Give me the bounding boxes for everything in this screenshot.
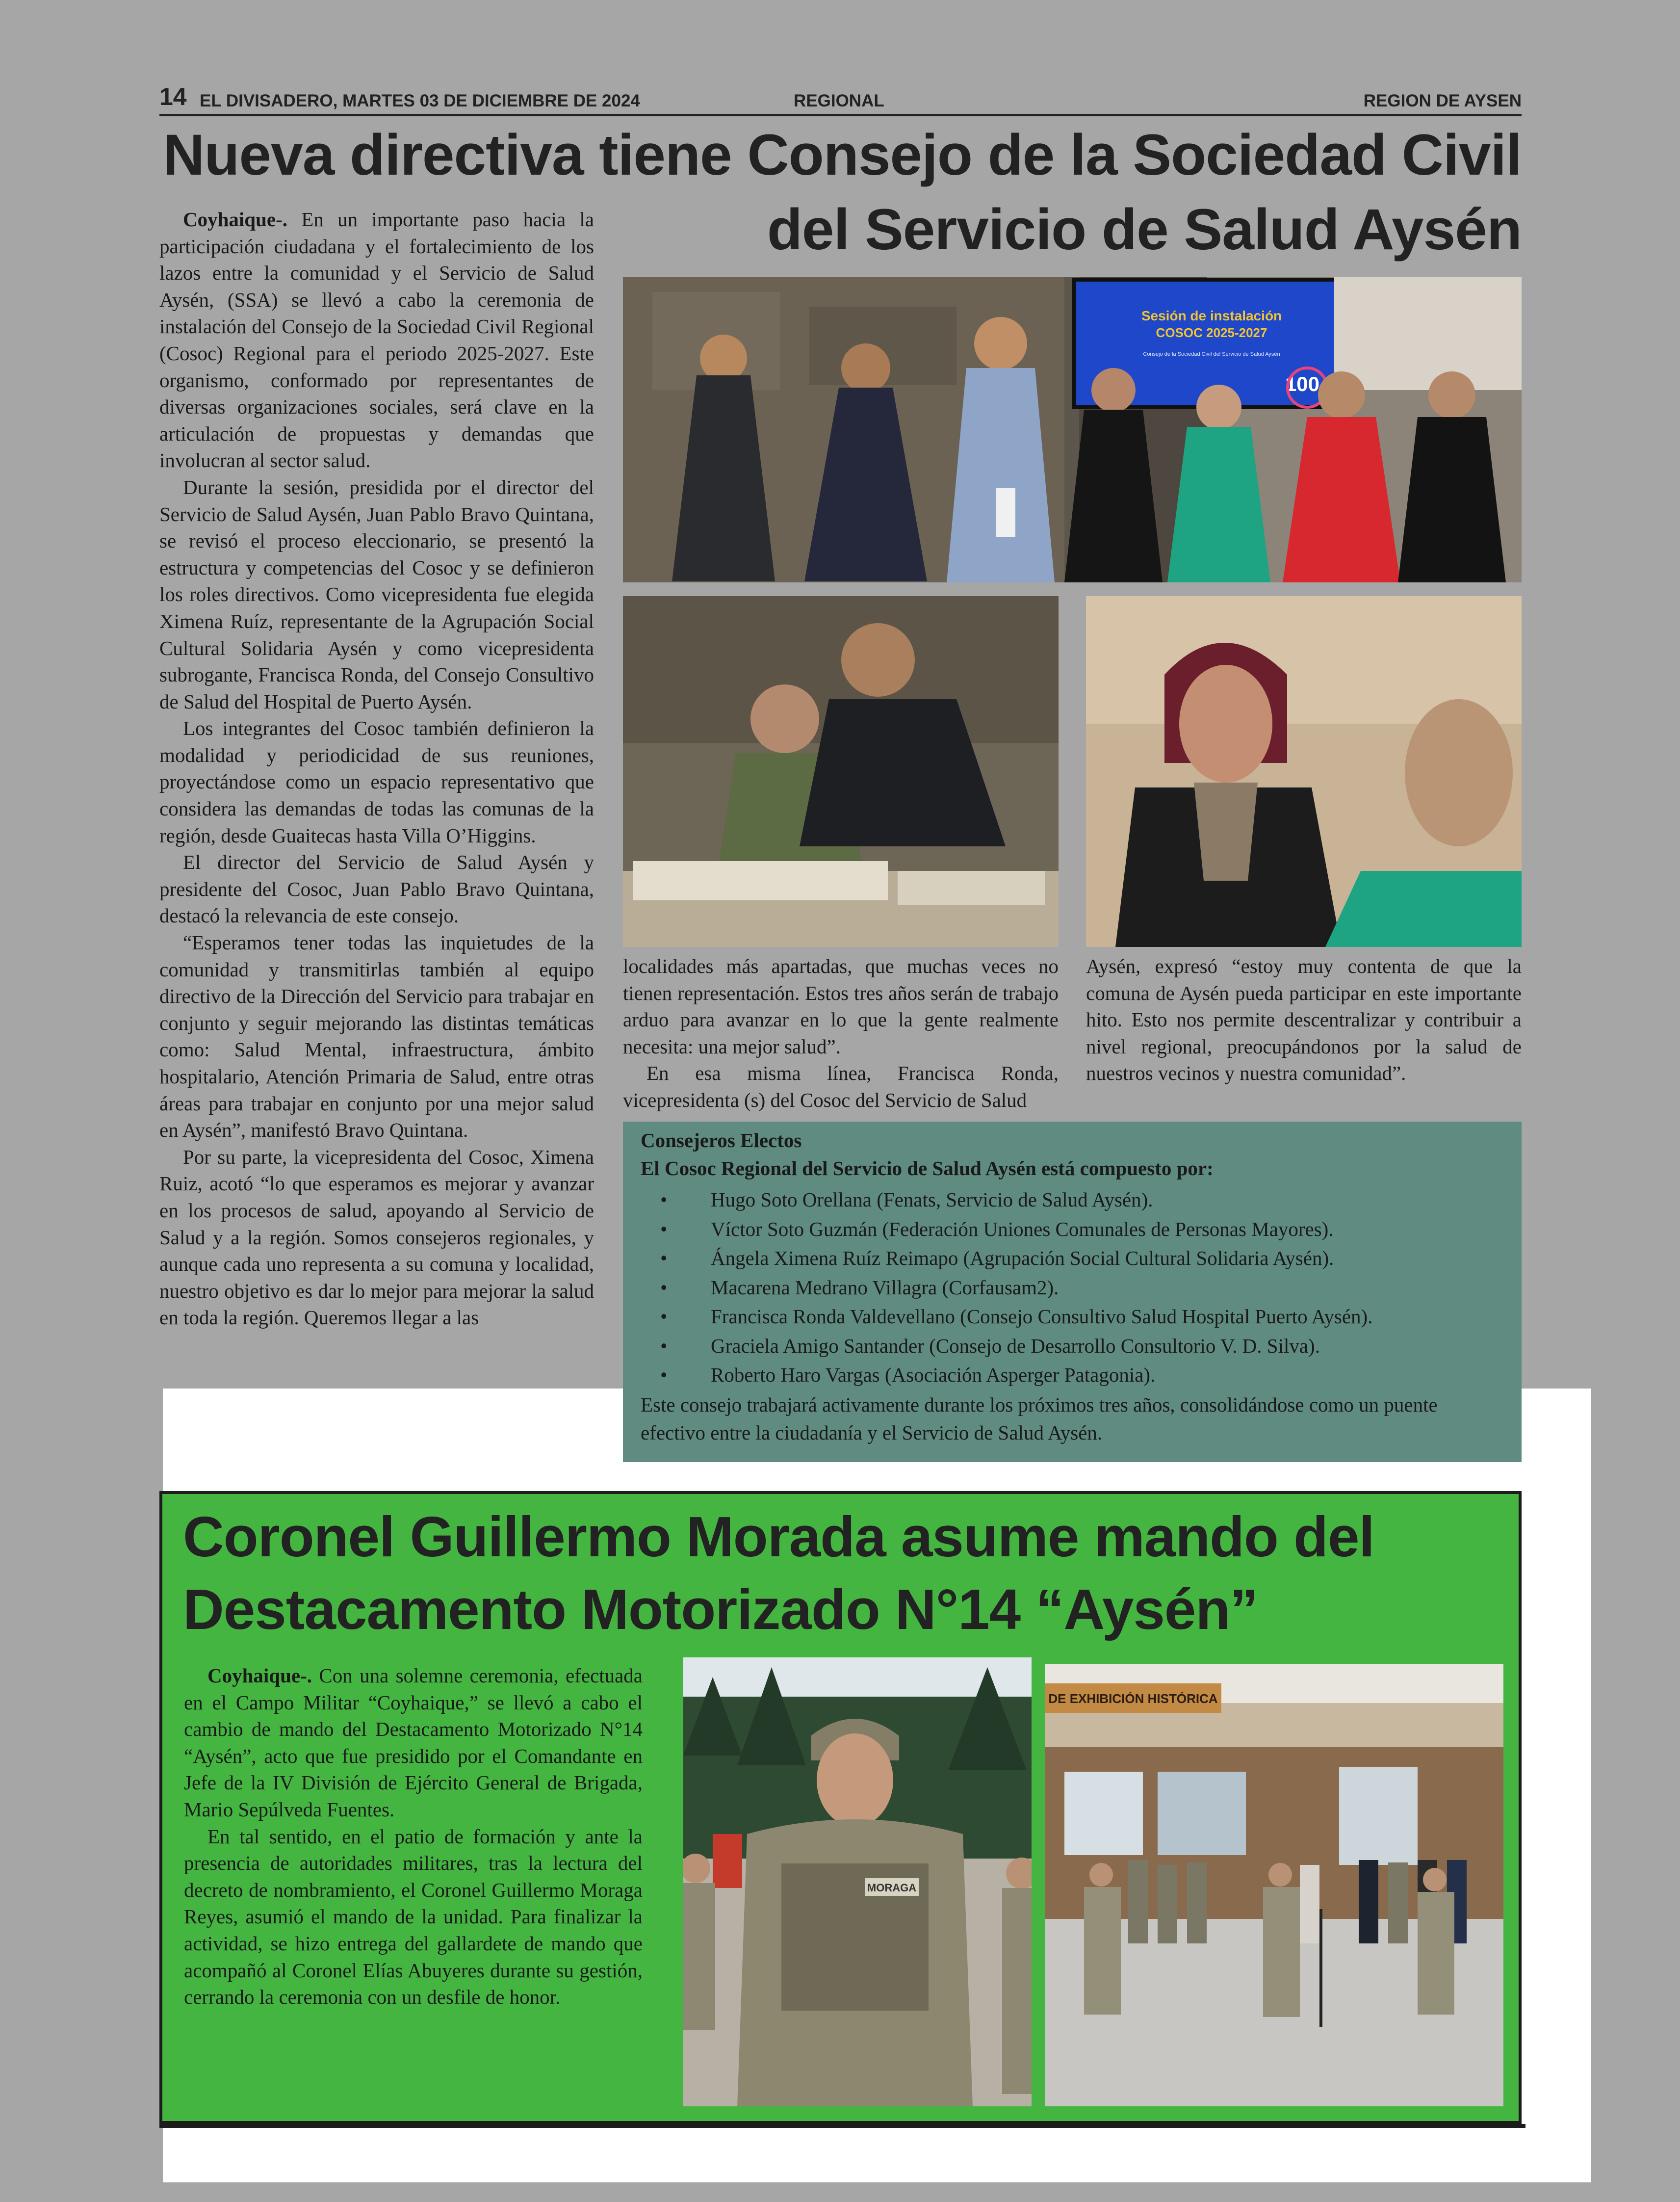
article1-paragraph: Aysén, expresó “estoy muy contenta de que la comuna de Aysén pueda participar en este importante hito. Esto nos permite descentralizar y contribuir a nivel regional, preocupándonos por la salud de nuestros vecinos y nuestra comunidad”. <box>1086 955 1522 1085</box>
list-item: • Víctor Soto Guzmán (Federación Uniones Comunales de Personas Mayores). <box>641 1215 1504 1244</box>
meeting-photo-men <box>623 596 1059 947</box>
box-closing: Este consejo trabajará activamente durante los próximos tres años, consolidándose como un puente efectivo entre la ciudadanía y el Servicio de Salud Aysén. <box>641 1393 1438 1444</box>
publication-date: EL DIVISADERO, MARTES 03 DE DICIEMBRE DE 2024 <box>200 91 640 110</box>
article2-paragraph: Coyhaique-. Con una solemne ceremonia, efectuada en el Campo Militar “Coyhaique,” se llevó a cabo el cambio de mando del Destacamento Motorizado N°14 “Aysén”, acto que fue presidido por el Comandante en Jefe de la IV División de Ejército General de Brigada, Mario Sepúlveda Fuentes. <box>184 1664 643 1821</box>
headline-line-1: Nueva directiva tiene Consejo de la Sociedad Civil <box>163 123 1522 187</box>
article1-paragraph: Los integrantes del Cosoc también definieron la modalidad y periodicidad de sus reuniones, proyectándose como un espacio representativo que considera las demandas de todas las comunas de la región, desde Guaitecas hasta Villa O’Higgins. <box>159 717 594 847</box>
dateline: Coyhaique-. <box>183 208 288 231</box>
article1-paragraph: localidades más apartadas, que muchas veces no tienen representación. Estos tres años serán de trabajo arduo para avanzar en lo que la gente realmente necesita: una mejor salud”. <box>623 955 1059 1058</box>
article1-column-1 <box>159 206 594 1331</box>
article1-column-3 <box>1086 953 1522 1087</box>
article1-paragraph: Por su parte, la vicepresidenta del Cosoc, Ximena Ruiz, acotó “lo que esperamos es mejorar y avanzar en los procesos de salud, apoyando al Servicio de Salud y a la región. Somos consejeros regionales, y aunque cada uno representa a su comuna y localidad, nuestro objetivo es dar lo mejor para mejorar la salud en toda la región. Queremos llegar a las <box>159 1145 594 1329</box>
screen-caption: Consejo de la Sociedad Civil del Servicio de Salud Aysén <box>1143 351 1280 357</box>
list-item: • Hugo Soto Orellana (Fenats, Servicio de Salud Aysén). <box>641 1185 1504 1215</box>
name-tape: MORAGA <box>867 1882 917 1894</box>
article1-column-2 <box>623 953 1059 1114</box>
list-item: • Roberto Haro Vargas (Asociación Asperger Patagonia). <box>641 1361 1504 1390</box>
meeting-photo-woman <box>1086 596 1522 947</box>
screen-badge: 100 <box>1285 372 1320 395</box>
article2-column <box>184 1662 643 2011</box>
screen-title: Sesión de instalación <box>1141 308 1282 323</box>
headline-line-2: Destacamento Motorizado N°14 “Aysén” <box>183 1577 1258 1641</box>
region-label: REGION DE AYSEN <box>1363 91 1522 110</box>
section-label: REGIONAL <box>794 91 884 110</box>
article1-paragraph: En esa misma línea, Francisca Ronda, vicepresidenta (s) del Cosoc del Servicio de Salud <box>623 1062 1059 1111</box>
list-item: • Graciela Amigo Santander (Consejo de Desarrollo Consultorio V. D. Silva). <box>641 1332 1504 1361</box>
formation-photo <box>1045 1664 1503 2106</box>
members-list <box>641 1185 1504 1390</box>
headline-line-2: del Servicio de Salud Aysén <box>767 197 1522 262</box>
page-header <box>159 83 1522 116</box>
article1-paragraph: El director del Servicio de Salud Aysén y presidente del Cosoc, Juan Pablo Bravo Quintana, destacó la relevancia de este consejo. <box>159 851 594 927</box>
article1-paragraph: Durante la sesión, presidida por el director del Servicio de Salud Aysén, Juan Pablo Bravo Quintana, se revisó el proceso eleccionario, se presentó la estructura y competencias del Cosoc y se definieron los roles directivos. Como vicepresidenta fue elegida Ximena Ruíz, representante de la Agrupación Social Cultural Solidaria Aysén y como vicepresidenta subrogante, Francisca Ronda, del Consejo Consultivo de Salud del Hospital de Puerto Aysén. <box>159 475 594 713</box>
soldier-side-right <box>1002 1858 1032 2094</box>
consejeros-box <box>623 1122 1522 1462</box>
exhibition-sign: DE EXHIBICIÓN HISTÓRICA <box>1048 1691 1218 1706</box>
list-item: • Ángela Ximena Ruíz Reimapo (Agrupación Social Cultural Solidaria Aysén). <box>641 1244 1504 1273</box>
list-item: • Macarena Medrano Villagra (Corfausam2). <box>641 1273 1504 1303</box>
group-photo <box>623 277 1522 582</box>
dateline: Coyhaique-. <box>207 1664 312 1687</box>
headline-line-1: Coronel Guillermo Morada asume mando del <box>183 1505 1374 1569</box>
article1-paragraph: Coyhaique-. En un importante paso hacia la participación ciudadana y el fortalecimiento de los lazos entre la comunidad y el Servicio de Salud Aysén, (SSA) se llevó a cabo la ceremonia de instalación del Consejo de la Sociedad Civil Regional (Cosoc) Regional para el periodo 2025-2027. Este organismo, conformado por representantes de diversas organizaciones sociales, será clave en la articulación de propuestas y demandas que involucran al sector salud. <box>159 208 594 472</box>
article1-paragraph: “Esperamos tener todas las inquietudes de la comunidad y transmitirlas también al equipo directivo de la Dirección del Servicio para trabajar en conjunto y seguir mejorando las distintas temáticas como: Salud Mental, infraestructura, ámbito hospitalario, Atención Primaria de Salud, entre otras áreas para trabajar en conjunto por una mejor salud en Aysén”, manifestó Bravo Quintana. <box>159 931 594 1142</box>
article2-paragraph: En tal sentido, en el patio de formación y ante la presencia de autoridades militares, tras la lectura del decreto de nombramiento, el Coronel Guillermo Moraga Reyes, asumió el mando de la unidad. Para finalizar la actividad, se hizo entrega del gallardete de mando que acompañó al Coronel Elías Abuyeres durante su gestión, cerrando la ceremonia con un desfile de honor. <box>184 1825 643 2009</box>
list-item: • Francisca Ronda Valdevellano (Consejo Consultivo Salud Hospital Puerto Aysén). <box>641 1302 1504 1332</box>
screen-subtitle: COSOC 2025-2027 <box>1156 325 1267 340</box>
page-number: 14 <box>159 83 187 110</box>
colonel-photo <box>683 1657 1032 2106</box>
article2-headline <box>183 1500 1374 1646</box>
box-heading: Consejeros Electos <box>641 1129 802 1152</box>
box-subheading: El Cosoc Regional del Servicio de Salud Aysén está compuesto por: <box>641 1157 1214 1180</box>
